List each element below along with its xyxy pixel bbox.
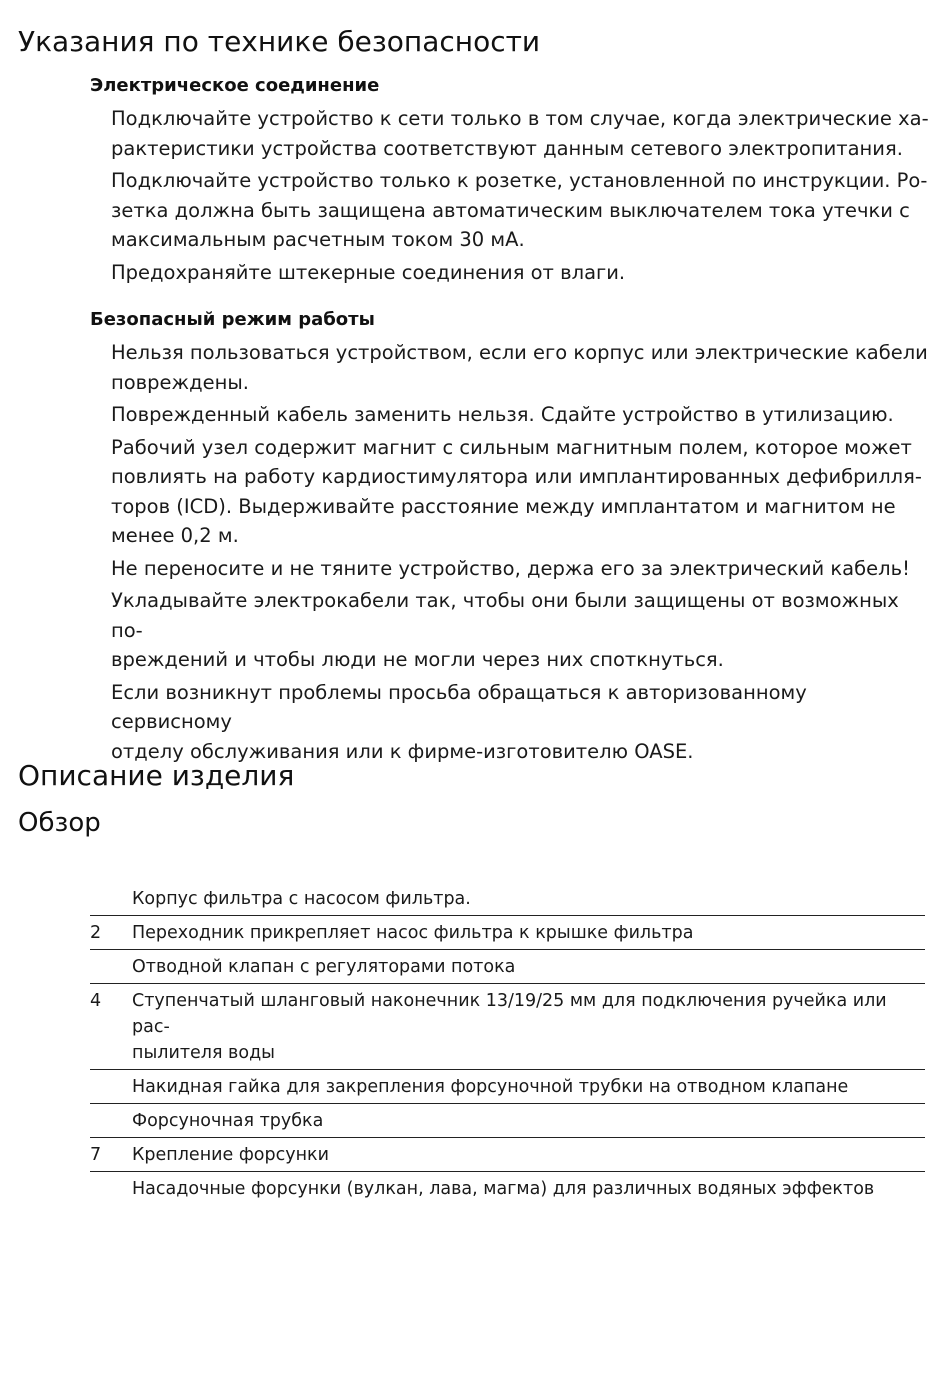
item-description: Форсуночная трубка bbox=[132, 1104, 925, 1138]
item-number bbox=[90, 1070, 132, 1104]
table-row bbox=[90, 1172, 925, 1206]
item-description: Переходник прикрепляет насос фильтра к крышке фильтра bbox=[132, 916, 925, 950]
item-number bbox=[90, 950, 132, 984]
operation-paragraph: Рабочий узел содержит магнит с сильным магнитным полем, которое может повлиять на работу кардиостимулятора или имплантированных дефибрилля- торов (ICD). Выдерживайте расстояние между имплантатом и магнитом не менее 0,2 м. bbox=[111, 435, 922, 547]
item-description: Насадочные форсунки (вулкан, лава, магма) для различных водяных эффектов bbox=[132, 1179, 875, 1199]
electrical-paragraph: Подключайте устройство только к розетке, установленной по инструкции. Ро- зетка должна быть защищена автоматическим выключателем тока утечки с максимальным расчетным током 30 мА. bbox=[111, 169, 928, 251]
operation-paragraph: Если возникнут проблемы просьба обращаться к авторизованному сервисному отделу обслуживания или к фирме-изготовителю OASE. bbox=[111, 680, 807, 763]
electrical-paragraph: Предохраняйте штекерные соединения от влаги. bbox=[111, 260, 626, 284]
safe-operation-text bbox=[111, 338, 931, 769]
safety-section-title: Указания по технике безопасности bbox=[18, 25, 541, 58]
table-row bbox=[90, 1070, 925, 1104]
table-row bbox=[90, 1104, 925, 1138]
item-number bbox=[90, 882, 132, 916]
table-row bbox=[90, 882, 925, 916]
operation-paragraph: Поврежденный кабель заменить нельзя. Сдайте устройство в утилизацию. bbox=[111, 403, 894, 426]
electrical-connection-heading: Электрическое соединение bbox=[90, 75, 380, 96]
safe-operation-heading: Безопасный режим работы bbox=[90, 309, 375, 330]
item-number bbox=[90, 1172, 132, 1206]
electrical-connection-text bbox=[111, 104, 931, 290]
product-description-title: Описание изделия bbox=[18, 759, 295, 792]
operation-paragraph: Нельзя пользоваться устройством, если его корпус или электрические кабели повреждены. bbox=[111, 341, 928, 394]
table-row bbox=[90, 1138, 925, 1172]
item-description: Ступенчатый шланговый наконечник 13/19/25 мм для подключения ручейка или рас- пылителя воды bbox=[132, 984, 925, 1070]
item-number: 4 bbox=[90, 984, 132, 1070]
item-number: 7 bbox=[90, 1138, 132, 1172]
operation-paragraph: Не переносите и не тяните устройство, держа его за электрический кабель! bbox=[111, 556, 910, 580]
item-description: Отводной клапан с регуляторами потока bbox=[132, 950, 925, 984]
electrical-paragraph: Подключайте устройство к сети только в том случае, когда электрические ха- рактеристики устройства соответствуют данным сетевого электропитания. bbox=[111, 107, 929, 160]
table-row bbox=[90, 916, 925, 950]
item-description: Крепление форсунки bbox=[132, 1138, 925, 1172]
item-number bbox=[90, 1104, 132, 1138]
table-row bbox=[90, 984, 925, 1070]
item-description: Корпус фильтра с насосом фильтра. bbox=[132, 882, 925, 916]
overview-parts-table bbox=[90, 882, 925, 1205]
operation-paragraph: Укладывайте электрокабели так, чтобы они были защищены от возможных по- вреждений и чтобы люди не могли через них споткнуться. bbox=[111, 589, 899, 671]
table-row bbox=[90, 950, 925, 984]
overview-title: Обзор bbox=[18, 808, 101, 838]
item-number: 2 bbox=[90, 916, 132, 950]
item-description: Накидная гайка для закрепления форсуночной трубки на отводном клапане bbox=[132, 1070, 925, 1104]
